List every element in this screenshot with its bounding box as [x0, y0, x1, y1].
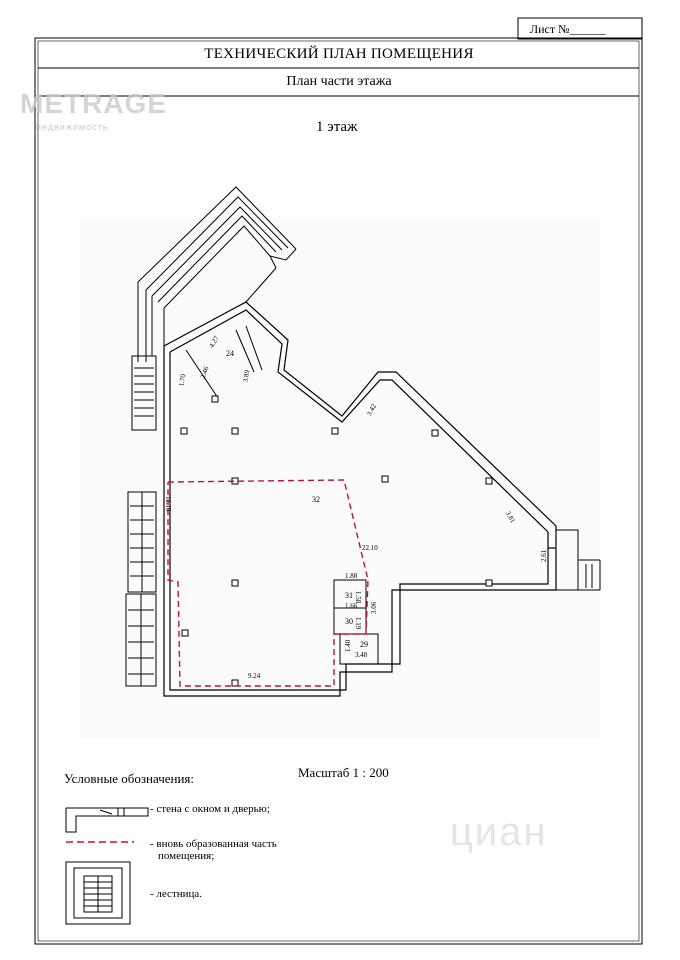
dim-label: 1.40 [344, 639, 352, 652]
legend-title: Условные обозначения: [64, 771, 195, 786]
scale-label: Масштаб 1 : 200 [298, 765, 389, 780]
room-29-number: 29 [360, 640, 368, 649]
sheet-number: Лист №______ [530, 22, 606, 36]
dim-label: 1.88 [345, 572, 358, 580]
legend-item-new-part-cont: помещения; [158, 850, 215, 862]
room-30-number: 30 [345, 617, 353, 626]
dim-label: 22.10 [362, 544, 378, 552]
dim-label: 2.61 [540, 549, 548, 562]
dim-label: 3.42 [365, 402, 379, 418]
legend-symbol-stair [66, 862, 130, 924]
dim-label: 11.16 [164, 496, 172, 512]
floor-label: 1 этаж [316, 119, 358, 135]
dim-label: 1.70 [177, 373, 188, 387]
legend-item-stair: - лестница. [150, 888, 203, 900]
room-31-number: 31 [345, 591, 353, 600]
dim-label: 3.06 [370, 601, 378, 614]
dim-label: 3.48 [355, 651, 368, 659]
legend-item-wall: - стена с окном и дверью; [150, 803, 270, 815]
legend-item-new-part: - вновь образованная часть [150, 838, 277, 850]
dim-label: 9.24 [248, 672, 261, 680]
watermark-tagline: недвижимость [36, 122, 109, 132]
dim-label: 2.46 [198, 365, 211, 380]
watermark-site: циан [450, 810, 548, 854]
room-24-number: 24 [226, 349, 234, 358]
dim-label: 1.58 [354, 591, 362, 604]
dim-label: 1.66 [345, 602, 358, 610]
document-subtitle: План части этажа [286, 74, 392, 89]
legend-symbol-wall [66, 808, 148, 832]
watermark-logo: METRAGE [20, 88, 167, 119]
dim-label: 4.27 [207, 334, 221, 350]
room-32-number: 32 [312, 495, 320, 504]
dim-label: 3.89 [241, 369, 252, 383]
dim-label: 1.19 [354, 617, 362, 630]
dim-label: 3.81 [503, 509, 517, 525]
document-title: ТЕХНИЧЕСКИЙ ПЛАН ПОМЕЩЕНИЯ [204, 46, 474, 62]
